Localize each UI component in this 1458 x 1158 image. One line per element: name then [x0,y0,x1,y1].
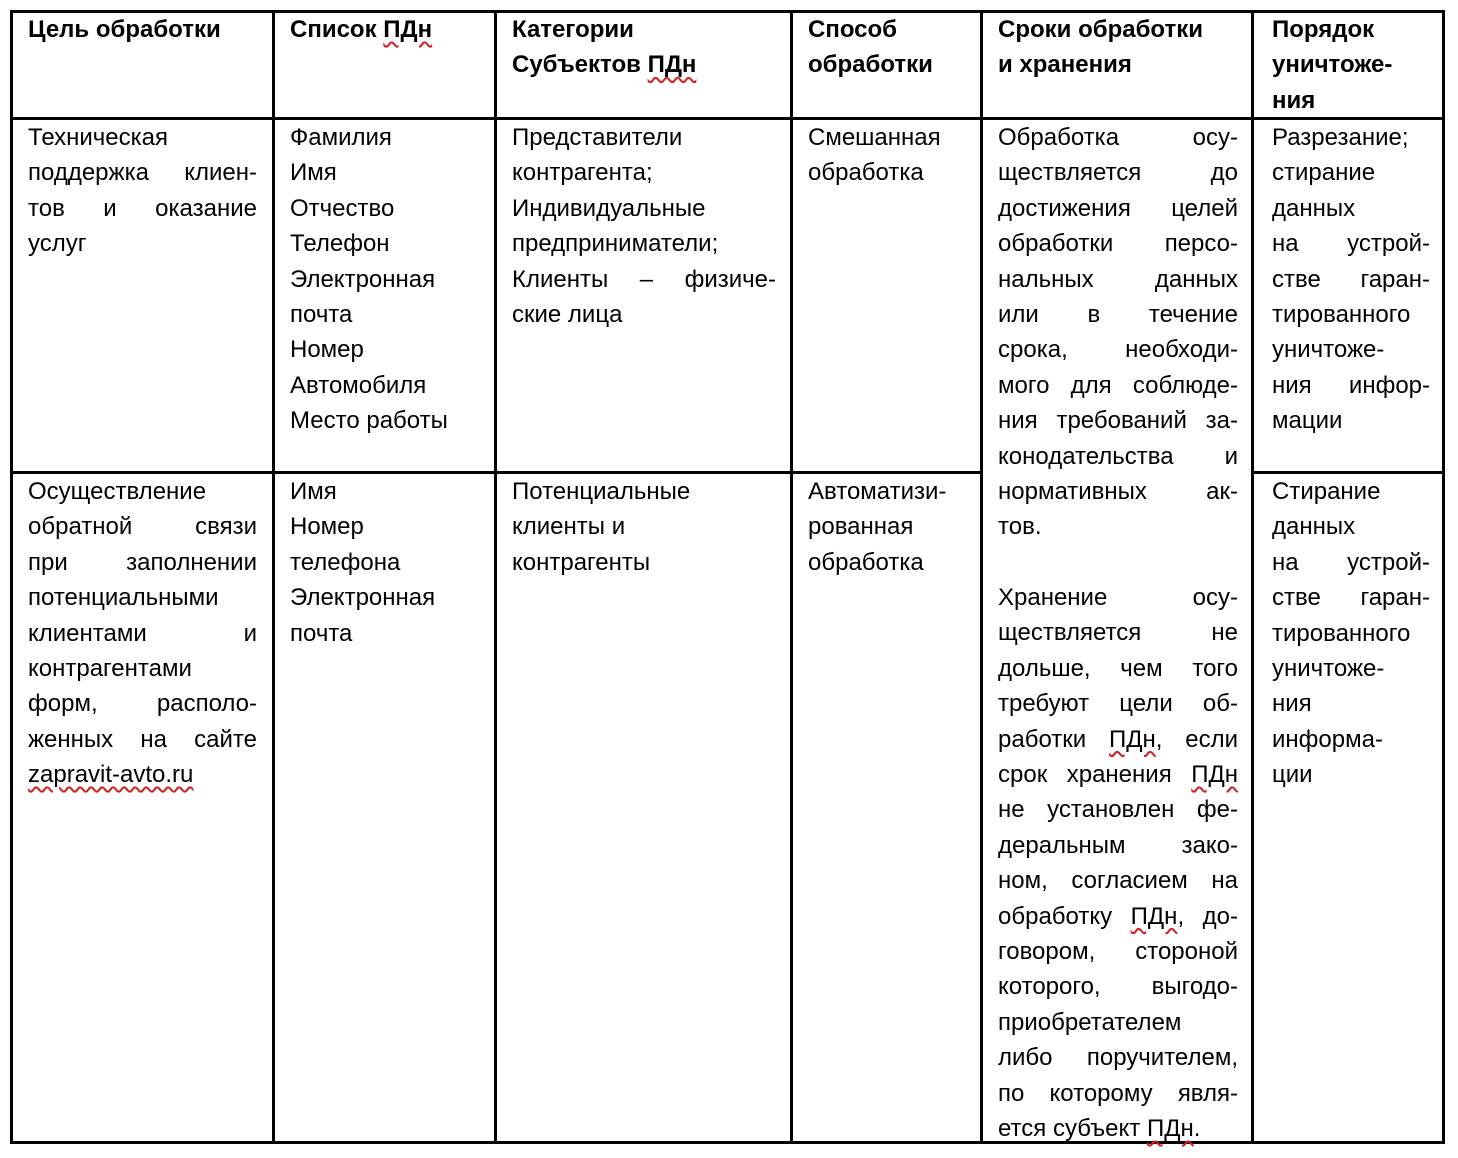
cell-text-line [998,899,1238,934]
cell-text-line [998,47,1238,82]
cell-word: контрагентами [28,654,192,682]
cell-text-line [290,545,480,580]
cell-word: Номер [290,336,364,364]
cell-text-line [290,262,480,297]
cell-text-line [998,155,1238,190]
cell-text-line [290,474,480,509]
cell-text-line [512,545,776,580]
cell-word: Субъектов ПДн [512,51,697,79]
cell-text-line [1272,580,1430,615]
cell-text-line [512,509,776,544]
cell-word: стороной [1135,937,1238,965]
cell-word: форм, [28,690,98,718]
header-cell-subjects [512,12,777,83]
cell-word: Номер [290,513,364,541]
cell-word: стве [1272,265,1321,293]
cell-word: Техническая [28,124,169,151]
cell-word: за- [1205,407,1238,435]
cell-word: фе- [1196,796,1238,824]
cell-text-line [290,616,480,651]
cell-word: гаран- [1360,265,1430,293]
cell-word: рованная [808,513,914,541]
cell-word: не [998,796,1025,824]
cell-word: достижения [998,194,1131,222]
cell-text-line [998,651,1238,686]
cell-word: нальных [998,265,1094,293]
terms-paragraph-storage [998,580,1238,1146]
spellcheck-underline: ПДн [1146,1114,1194,1142]
cell-word: информа- [1272,725,1383,753]
cell-word: услуг [28,230,87,258]
cell-word: гаран- [1360,584,1430,612]
cell-text-line [998,969,1238,1004]
cell-word: на [140,725,167,753]
cell-word: требований [1056,407,1187,435]
cell-word: на [1211,867,1238,895]
cell-word: необходи- [1125,336,1238,364]
cell-word: и [103,194,117,222]
cell-word: ции [1272,761,1313,789]
cell-text-line [998,615,1238,650]
cell-text-line [1272,297,1430,332]
cell-word: почта [290,300,353,328]
cell-word: Индивидуальные [512,194,706,222]
cell-text-line [808,545,968,580]
cell-word: тов. [998,513,1042,541]
row1-pd-list [290,120,480,439]
cell-word: Способ [808,16,898,43]
cell-word: и хранения [998,51,1132,79]
cell-word: контрагента; [512,159,653,187]
spellcheck-underline: ПДн [647,51,697,79]
cell-word: того [1192,654,1238,682]
cell-word: зако- [1181,831,1238,859]
cell-text-line [808,509,968,544]
cell-text-line [998,297,1238,332]
row2-destruction [1272,474,1430,793]
cell-text-line [28,651,257,686]
cell-text-line [28,509,257,544]
spellcheck-underline: ПДн [1191,761,1238,789]
cell-text-line [290,191,480,226]
cell-word: требуют [998,690,1090,718]
cell-word: Порядок [1272,16,1375,43]
cell-word: обратной [28,513,133,541]
cell-word: ния [1272,690,1312,718]
cell-word: и [1224,442,1238,470]
cell-word: персо- [1164,230,1238,258]
cell-text-line [290,12,480,47]
cell-word: соблюде- [1132,371,1238,399]
column-divider [494,10,497,1144]
cell-text-line [290,297,480,332]
cell-word: цели [1119,690,1173,718]
cell-text-line [808,120,968,155]
cell-word: обработки [808,51,933,79]
cell-word: уничтоже- [1272,51,1393,79]
cell-text-line [1272,509,1430,544]
cell-text-line [998,757,1238,792]
cell-word: если [1185,725,1238,753]
cell-word: Имя [290,478,337,505]
cell-word: данных [1272,513,1356,541]
cell-text-line [290,580,480,615]
cell-word: Клиенты [512,265,609,293]
cell-text-line [28,191,257,226]
cell-word: ществляется [998,619,1142,647]
cell-word: Стирание [1272,478,1381,505]
cell-word: мого [998,371,1050,399]
cell-word: приобретателем [998,1008,1182,1036]
cell-word: целей [1171,194,1238,222]
cell-word: Место работы [290,407,448,435]
cell-word: при [28,548,68,576]
cell-word: уничтоже- [1272,336,1385,364]
cell-word: ПДн, [1108,725,1163,753]
cell-word: клиентами [28,619,147,647]
cell-word: выгодо- [1151,973,1238,1001]
cell-word: предприниматели; [512,230,719,258]
cell-text-line [290,120,480,155]
cell-word: на [1272,548,1299,576]
cell-word: или [998,300,1039,328]
cell-text-line [28,757,257,792]
cell-text-line [998,439,1238,474]
cell-word: почта [290,619,353,647]
cell-word: Осуществление [28,478,207,505]
cell-word: обработки [998,230,1114,258]
column-divider [980,10,983,1144]
cell-text-line [808,155,968,190]
cell-word: чем [1120,654,1163,682]
terms-paragraph-processing [998,120,1238,545]
cell-word: клиенты и [512,513,626,541]
cell-word: обработка [808,159,924,187]
cell-text-line [290,403,480,438]
cell-word: ПДн, [1130,902,1185,930]
cell-word: Представители [512,124,683,151]
cell-word: ские лица [512,300,623,328]
cell-word: устрой- [1347,230,1430,258]
header-cell-pd-list [290,12,480,47]
cell-word: дольше, [998,654,1091,682]
cell-text-line [998,509,1238,544]
cell-word: поручителем, [1086,1044,1238,1072]
cell-word: на [1272,230,1299,258]
cell-word: говором, [998,937,1096,965]
cell-word: тированного [1272,619,1411,647]
cell-word: Хранение [998,584,1108,612]
cell-text-line [512,120,776,155]
cell-word: связи [195,513,257,541]
cell-text-line [28,580,257,615]
spellcheck-underline: ПДн [383,16,433,43]
cell-word: устрой- [1347,548,1430,576]
cell-word: Отчество [290,194,395,222]
cell-word: ния [1272,371,1312,399]
cell-word: явля- [1177,1079,1238,1107]
cell-word: оказание [155,194,257,222]
cell-word: для [1070,371,1112,399]
cell-text-line [998,1111,1238,1146]
cell-text-line [512,12,777,47]
cell-word: по [998,1079,1025,1107]
cell-text-line [290,226,480,261]
cell-word: обработка [808,548,924,576]
table-border-right [1442,10,1445,1144]
column-divider [1251,10,1254,1144]
cell-text-line [512,226,776,261]
cell-text-line [998,580,1238,615]
cell-text-line [1272,757,1430,792]
cell-word: обработку [998,902,1113,930]
header-cell-terms [998,12,1238,83]
cell-word: Фамилия [290,124,392,151]
cell-word: в [1087,300,1101,328]
cell-word: заполнении [126,548,257,576]
row1-destruction [1272,120,1430,439]
row1-method [808,120,968,191]
spellcheck-underline: ПДн [1108,725,1156,753]
cell-text-line [1272,262,1430,297]
cell-word: Имя [290,159,337,187]
cell-word: до- [1202,902,1238,930]
cell-word: работки [998,725,1087,753]
cell-text-line [1272,47,1432,82]
cell-text-line [998,722,1238,757]
header-cell-method [808,12,968,83]
cell-word: клиен- [184,159,257,187]
cell-word: хранения [1066,761,1172,789]
cell-text-line [1272,226,1430,261]
cell-text-line [1272,722,1430,757]
cell-word: Потенциальные [512,478,691,505]
cell-word: данных [1272,194,1356,222]
cell-text-line [808,47,968,82]
cell-word: – [639,265,654,293]
cell-text-line [1272,120,1430,155]
cell-text-line [998,368,1238,403]
cell-word: ется субъект ПДн. [998,1114,1201,1142]
cell-text-line [998,828,1238,863]
cell-word: мации [1272,407,1343,435]
cell-text-line [290,368,480,403]
cell-word: Телефон [290,230,390,258]
cell-text-line [998,686,1238,721]
cell-word: которому [1049,1079,1153,1107]
cell-word: Электронная [290,584,436,612]
cell-word: сайте [194,725,257,753]
cell-text-line [998,262,1238,297]
cell-word: не [1211,619,1238,647]
header-cell-purpose [28,12,260,47]
cell-text-line [28,12,260,47]
cell-word: конодательства [998,442,1174,470]
cell-text-line [1272,403,1430,438]
cell-text-line [998,792,1238,827]
cell-text-line [28,226,257,261]
cell-text-line [998,191,1238,226]
cell-text-line [1272,545,1430,580]
cell-word: стве [1272,584,1321,612]
cell-word: стирание [1272,159,1376,187]
row2-pd-list [290,474,480,651]
cell-word: деральным [998,831,1126,859]
cell-word: поддержка [28,159,149,187]
paragraph-gap [998,545,1238,580]
row2-method [808,474,968,580]
cell-text-line [808,12,968,47]
cell-word: нормативных [998,477,1147,505]
cell-text-line [28,545,257,580]
cell-word: Смешанная [808,124,941,151]
cell-text-line [1272,474,1430,509]
cell-text-line [512,191,776,226]
cell-text-line [28,722,257,757]
cell-word [28,757,193,792]
cell-text-line [1272,12,1432,47]
cell-text-line [290,509,480,544]
cell-text-line [512,47,777,82]
cell-word: данных [1154,265,1238,293]
cell-text-line [998,1005,1238,1040]
cell-word: физиче- [684,265,776,293]
cell-word: Разрезание; [1272,124,1409,151]
spellcheck-underline: ПДн [1130,902,1178,930]
cell-text-line [998,863,1238,898]
cell-text-line [1272,155,1430,190]
cell-word: Электронная [290,265,436,293]
terms-cell-merged [998,120,1238,1146]
cell-word: Категории [512,16,634,43]
cell-word: Сроки обработки [998,16,1203,43]
cell-word: ществляется [998,159,1142,187]
cell-word: которого, [998,973,1101,1001]
cell-text-line [290,332,480,367]
spellcheck-underline: zapravit-avto.ru [28,761,194,789]
cell-text-line [1272,651,1430,686]
cell-text-line [28,616,257,651]
cell-text-line [998,1040,1238,1075]
cell-word: ном, [998,867,1048,895]
column-divider [790,10,793,1144]
cell-text-line [998,12,1238,47]
cell-word [1191,757,1238,792]
cell-text-line [28,686,257,721]
cell-text-line [808,474,968,509]
cell-word: и [243,619,257,647]
row1-subjects [512,120,776,332]
cell-word: Автомобиля [290,371,427,399]
cell-text-line [1272,332,1430,367]
cell-word: осу- [1192,124,1238,151]
cell-word: об- [1202,690,1238,718]
cell-text-line [290,155,480,190]
cell-text-line [28,474,257,509]
table-border-left [10,10,13,1144]
cell-text-line [998,403,1238,438]
cell-word: женных [28,725,114,753]
header-cell-destruction [1272,12,1432,118]
cell-word: согласием [1071,867,1188,895]
cell-word: тированного [1272,300,1411,328]
cell-text-line [998,226,1238,261]
cell-text-line [512,474,776,509]
cell-word: срока, [998,336,1068,364]
cell-word: инфор- [1348,371,1430,399]
cell-word: потенциальными [28,584,219,612]
cell-text-line [512,155,776,190]
cell-word: тов [28,194,65,222]
cell-word: контрагенты [512,548,651,576]
cell-text-line [1272,191,1430,226]
cell-text-line [28,120,257,155]
cell-word: срок [998,761,1048,789]
cell-word: ния [998,407,1038,435]
cell-word: Обработка [998,124,1120,151]
cell-word: располо- [156,690,257,718]
cell-text-line [998,1076,1238,1111]
cell-text-line [1272,83,1432,118]
column-divider [272,10,275,1144]
cell-word: телефона [290,548,401,576]
cell-word: Цель обработки [28,16,221,43]
cell-word: ак- [1206,477,1238,505]
cell-text-line [998,474,1238,509]
cell-word: Список ПДн [290,16,433,43]
cell-word: Автоматизи- [808,478,947,505]
cell-word: установлен [1047,796,1175,824]
cell-word: ния [1272,86,1316,114]
cell-text-line [512,262,776,297]
cell-text-line [28,155,257,190]
cell-text-line [998,934,1238,969]
cell-word: осу- [1192,584,1238,612]
cell-text-line [1272,616,1430,651]
row2-subjects [512,474,776,580]
cell-text-line [998,120,1238,155]
row2-purpose [28,474,257,793]
data-processing-table [10,10,1445,1144]
cell-word: либо [998,1044,1053,1072]
cell-text-line [1272,686,1430,721]
cell-text-line [998,332,1238,367]
cell-word: до [1210,159,1238,187]
cell-text-line [1272,368,1430,403]
cell-word: течение [1148,300,1238,328]
cell-text-line [512,297,776,332]
cell-word: уничтоже- [1272,654,1385,682]
row1-purpose [28,120,257,262]
